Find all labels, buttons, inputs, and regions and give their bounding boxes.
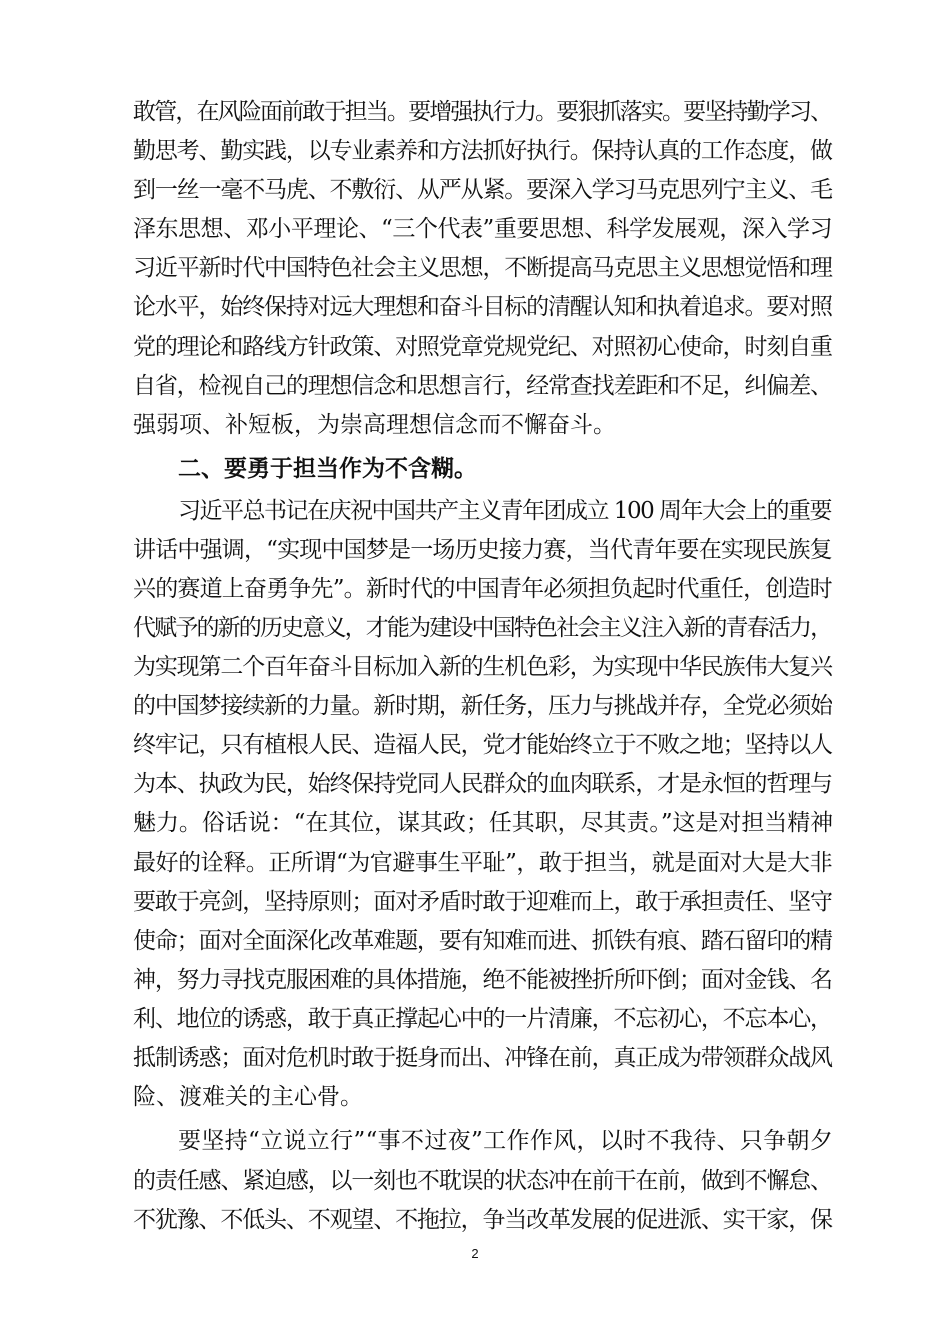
body-text-line: 强弱项、补短板，为崇高理想信念而不懈奋斗。 [133,411,616,438]
body-text-line: 敢管，在风险面前敢于担当。要增强执行力。要狠抓落实。要坚持勤学习、 [133,99,832,125]
body-text-line: 党的理论和路线方针政策、对照党章党规党纪、对照初心使命，时刻自重 [133,333,832,360]
body-text-line: 讲话中强调，“实现中国梦是一场历史接力赛，当代青年要在实现民族复 [133,536,832,563]
body-text-line: 不犹豫、不低头、不观望、不拖拉，争当改革发展的促进派、实干家，保 [133,1206,832,1233]
body-text-line: 泽东思想、邓小平理论、“三个代表”重要思想、科学发展观，深入学习 [133,216,833,243]
body-text-line: 勤思考、勤实践，以专业素养和方法抓好执行。保持认真的工作态度，做 [133,138,832,165]
body-text-line: 要坚持“立说立行”“事不过夜”工作作风，以时不我待、只争朝夕 [178,1128,834,1155]
page-number: 2 [471,1246,479,1261]
body-text-line: 抵制诱惑；面对危机时敢于挺身而出、冲锋在前，真正成为带领群众战风 [133,1044,832,1071]
body-text-line: 兴的赛道上奋勇争先”。新时代的中国青年必须担负起时代重任，创造时 [133,576,832,602]
body-text-line: 神，努力寻找克服困难的具体措施，绝不能被挫折所吓倒；面对金钱、名 [133,966,832,993]
body-text-line: 的责任感、紧迫感，以一刻也不耽误的状态冲在前干在前，做到不懈怠、 [133,1167,832,1194]
body-text-line: 论水平，始终保持对远大理想和奋斗目标的清醒认知和执着追求。要对照 [133,294,832,321]
body-text-line: 为本、执政为民，始终保持党同人民群众的血肉联系，才是永恒的哲理与 [133,771,832,798]
body-text-line: 习近平新时代中国特色社会主义思想，不断提高马克思主义思想觉悟和理 [133,255,832,282]
body-text-line: 代赋予的新的历史意义，才能为建设中国特色社会主义注入新的青春活力， [133,615,832,641]
body-text-line: 魅力。俗话说：“在其位，谋其政；任其职，尽其责。”这是对担当精神 [133,810,834,837]
body-text-line: 习近平总书记在庆祝中国共产主义青年团成立 100 周年大会上的重要 [178,497,832,524]
body-text-line: 的中国梦接续新的力量。新时期，新任务，压力与挑战并存，全党必须始 [133,693,832,720]
body-text-line: 为实现第二个百年奋斗目标加入新的生机色彩，为实现中华民族伟大复兴 [133,654,832,681]
body-text-line: 最好的诠释。正所谓“为官避事生平耻”，敢于担当，就是面对大是大非 [133,849,833,876]
body-text-line: 利、地位的诱惑，敢于真正撑起心中的一片清廉，不忘初心，不忘本心， [133,1005,832,1032]
section-heading: 二、要勇于担当作为不含糊。 [178,455,477,483]
body-text-line: 险、渡难关的主心骨。 [133,1084,363,1110]
body-text-line: 到一丝一毫不马虎、不敷衍、从严从紧。要深入学习马克思列宁主义、毛 [133,177,832,204]
body-text-line: 使命；面对全面深化改革难题，要有知难而进、抓铁有痕、踏石留印的精 [133,927,832,954]
body-text-line: 终牢记，只有植根人民、造福人民，党才能始终立于不败之地；坚持以人 [133,732,832,759]
body-text-line: 要敢于亮剑，坚持原则；面对矛盾时敢于迎难而上，敢于承担责任、坚守 [133,888,832,915]
body-text-line: 自省，检视自己的理想信念和思想言行，经常查找差距和不足，纠偏差、 [133,372,832,399]
